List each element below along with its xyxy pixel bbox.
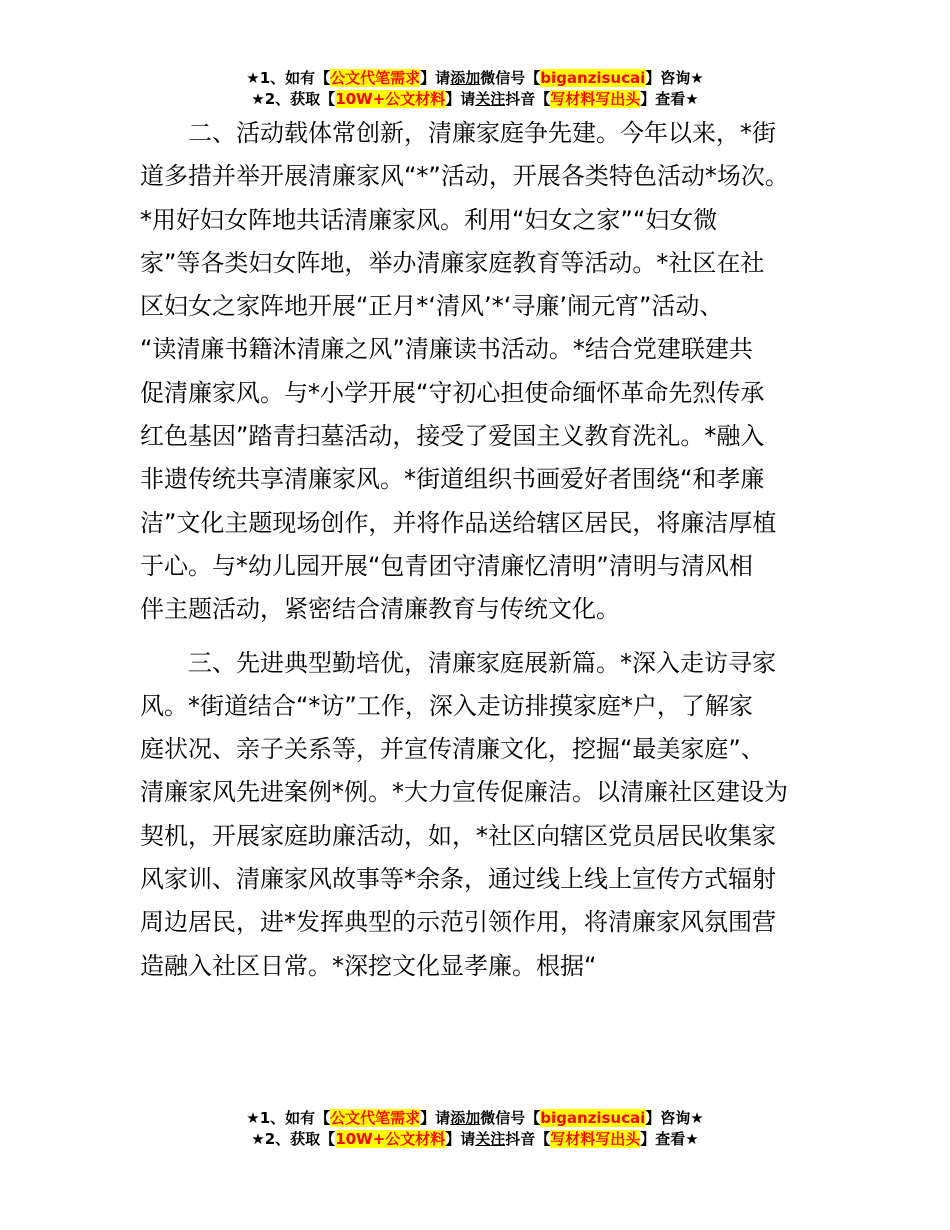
document-body — [140, 112, 820, 988]
text-line: “读清廉书籍沐清廉之风”清廉读书活动。*结合党建联建共 — [140, 335, 753, 364]
footer-banner — [0, 1108, 950, 1150]
text-line: 非遗传统共享清廉家风。*街道组织书画爱好者围绕“和孝廉 — [140, 465, 765, 494]
highlight-douyin: 写材料写出头 — [550, 1130, 641, 1148]
text-line: 道多措并举开展清廉家风“*”活动，开展各类特色活动*场次。 — [140, 162, 789, 191]
banner-line-1 — [0, 68, 950, 89]
highlight-service: 公文代笔需求 — [330, 1109, 421, 1127]
banner-text: 】咨询★ — [645, 69, 704, 87]
banner-text: 】咨询★ — [645, 1109, 704, 1127]
paragraph-spacer — [140, 632, 820, 642]
banner-text: 】请 — [420, 69, 451, 87]
banner-line-2 — [0, 1129, 950, 1150]
banner-text: 】请 — [445, 1130, 476, 1148]
text-line: 伴主题活动，紧密结合清廉教育与传统文化。 — [140, 595, 620, 624]
banner-underlined: 添加 — [450, 69, 481, 87]
banner-text: 微信号【 — [480, 69, 541, 87]
highlight-wechat-id: biganzisucai — [540, 1109, 646, 1127]
text-line: 红色基因”踏青扫墓活动，接受了爱国主义教育洗礼。*融入 — [140, 422, 765, 451]
highlight-materials: 10W+公文材料 — [335, 90, 446, 108]
text-line: 契机，开展家庭助廉活动，如，*社区向辖区党员居民收集家 — [140, 821, 776, 850]
highlight-wechat-id: biganzisucai — [540, 69, 646, 87]
banner-text: ★2、获取【 — [251, 1130, 336, 1148]
text-line: 于心。与*幼儿园开展“包青团守清廉忆清明”清明与清风相 — [140, 551, 753, 580]
banner-text: ★2、获取【 — [251, 90, 336, 108]
text-line: *用好妇女阵地共话清廉家风。利用“妇女之家”“妇女微 — [140, 205, 718, 234]
text-line: 三、先进典型勤培优，清廉家庭展新篇。*深入走访寻家 — [140, 648, 776, 677]
banner-text: 】查看★ — [640, 1130, 699, 1148]
banner-text: ★1、如有【 — [246, 69, 331, 87]
text-line: 家”等各类妇女阵地，举办清廉家庭教育等活动。*社区在社 — [140, 248, 765, 277]
banner-text: 】请 — [420, 1109, 451, 1127]
text-line: 庭状况、亲子关系等，并宣传清廉文化，挖掘“最美家庭”、 — [140, 735, 765, 764]
banner-underlined: 添加 — [450, 1109, 481, 1127]
banner-text: 抖音【 — [505, 90, 551, 108]
banner-text: 抖音【 — [505, 1130, 551, 1148]
banner-text: 】请 — [445, 90, 476, 108]
text-line: 区妇女之家阵地开展“正月*‘清风’*‘寻廉’闹元宵”活动、 — [140, 292, 724, 321]
text-line: 二、活动载体常创新，清廉家庭争先建。今年以来，*街 — [140, 119, 776, 147]
text-line: 洁”文化主题现场创作，并将作品送给辖区居民，将廉洁厚植 — [140, 508, 777, 537]
header-banner — [0, 68, 950, 110]
banner-text: 微信号【 — [480, 1109, 541, 1127]
text-line: 促清廉家风。与*小学开展“守初心担使命缅怀革命先烈传承 — [140, 378, 765, 407]
banner-text: 】查看★ — [640, 90, 699, 108]
text-line: 清廉家风先进案例*例。*大力宣传促廉洁。以清廉社区建设为 — [140, 778, 788, 807]
banner-underlined: 关注 — [475, 90, 506, 108]
text-line: 风家训、清廉家风故事等*余条，通过线上线上宣传方式辐射 — [140, 865, 776, 894]
banner-line-2 — [0, 89, 950, 110]
banner-line-1 — [0, 1108, 950, 1129]
text-line: 风。*街道结合“*访”工作，深入走访排摸家庭*户，了解家 — [140, 691, 753, 720]
paragraph-3 — [140, 642, 820, 988]
banner-text: ★1、如有【 — [246, 1109, 331, 1127]
banner-underlined: 关注 — [475, 1130, 506, 1148]
text-line: 周边居民，进*发挥典型的示范引领作用，将清廉家风氛围营 — [140, 908, 776, 937]
text-line: 造融入社区日常。*深挖文化显孝廉。根据“ — [140, 951, 597, 980]
highlight-douyin: 写材料写出头 — [550, 90, 641, 108]
paragraph-2 — [140, 112, 820, 632]
highlight-service: 公文代笔需求 — [330, 69, 421, 87]
highlight-materials: 10W+公文材料 — [335, 1130, 446, 1148]
